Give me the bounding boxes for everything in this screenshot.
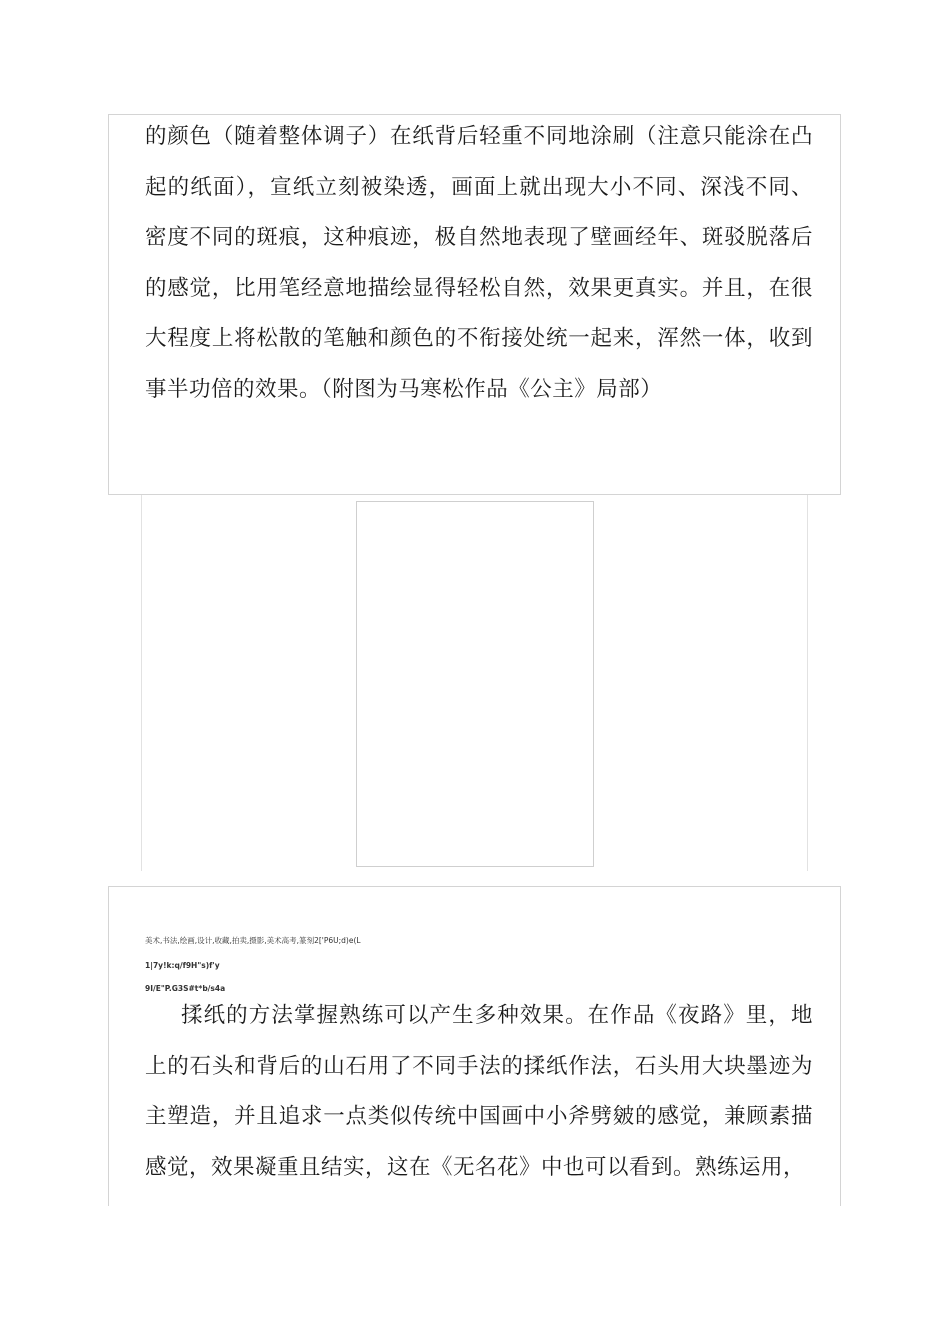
middle-frame-left-edge <box>141 495 142 871</box>
meta-code-line-2: 9I/E"P.G3S#t*b/s4a <box>145 984 226 993</box>
figure-placeholder <box>356 501 594 867</box>
meta-keywords-line: 美术,书法,绘画,设计,收藏,拍卖,摄影,美术高考,篆刻2['P6U;d)e(L <box>145 936 361 945</box>
meta-code-line-1: 1|7y!k:q/f9H"s)f'y <box>145 961 220 970</box>
bottom-paragraph: 揉纸的方法掌握熟练可以产生多种效果。在作品《夜路》里，地上的石头和背后的山石用了不同手法的揉纸作法，石头用大块墨迹为主塑造，并且追求一点类似传统中国画中小斧劈皴的感觉，兼顾素描感觉，效果凝重且结实，这在《无名花》中也可以看到。熟练运用， <box>145 1003 813 1180</box>
middle-frame-right-edge <box>807 495 808 871</box>
top-paragraph: 的颜色（随着整体调子）在纸背后轻重不同地涂刷（注意只能涂在凸起的纸面），宣纸立刻被染透，画面上就出现大小不同、深浅不同、密度不同的斑痕，这种痕迹，极自然地表现了壁画经年、斑驳脱落后的感觉，比用笔经意地描绘显得轻松自然，效果更真实。并且，在很大程度上将松散的笔触和颜色的不衔接处统一起来，浑然一体，收到事半功倍的效果。（附图为马寒松作品《公主》局部） <box>145 124 813 402</box>
